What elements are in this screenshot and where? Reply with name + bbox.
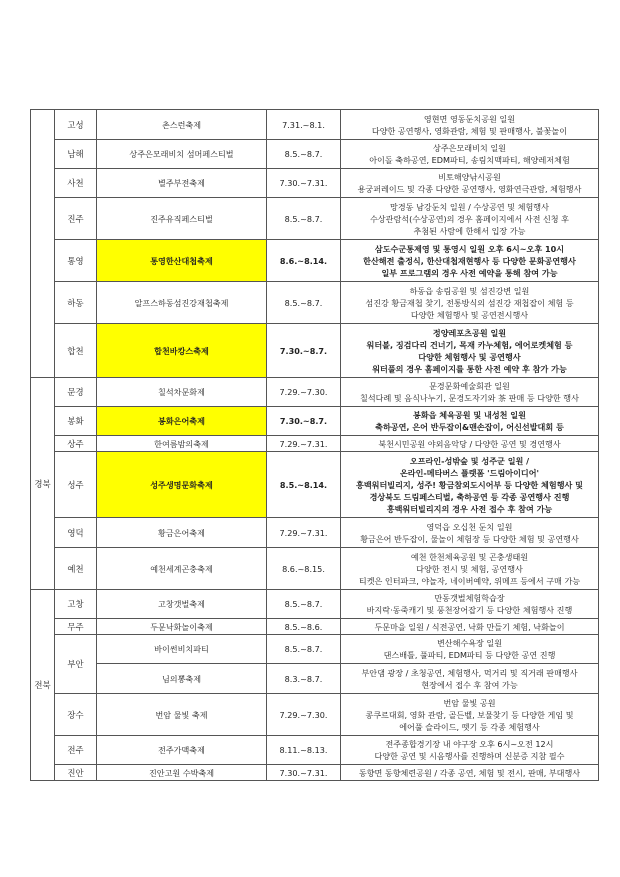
table-row <box>31 198 599 240</box>
desc-cell <box>341 590 599 619</box>
desc-line: 문경문화예술회관 일원 <box>429 381 510 391</box>
table-row <box>31 140 599 169</box>
desc-line: 만동갯벌체험학습장 <box>434 593 505 603</box>
date-cell: 8.5.~8.7. <box>267 282 341 324</box>
desc-cell <box>341 407 599 436</box>
table-row <box>31 548 599 590</box>
city-cell: 봉화 <box>55 407 97 436</box>
date-cell: 8.5.~8.6. <box>267 619 341 635</box>
desc-line: 용궁퍼레이드 및 각종 다양한 공연행사, 영화연극관람, 체험행사 <box>357 184 582 194</box>
festival-cell: 번암 물빛 축제 <box>97 694 267 736</box>
city-cell: 전주 <box>55 736 97 765</box>
desc-line: 에어풀 슬라이드, 뗏기 등 각종 체험행사 <box>399 721 540 732</box>
city-cell: 영덕 <box>55 518 97 548</box>
desc-line: 동향면 동향체련공원 / 각종 공연, 체험 및 전시, 판매, 부대행사 <box>358 767 581 778</box>
desc-cell <box>341 664 599 694</box>
desc-cell <box>341 436 599 452</box>
desc-line: 워터풀의 경우 홈페이지를 통한 사전 예약 후 참가 가능 <box>372 363 567 374</box>
desc-line: 한산해전 출정식, 한산대첩재현행사 등 다양한 문화공연행사 <box>363 255 576 266</box>
desc-cell <box>341 140 599 169</box>
festival-cell: 두문낙화놀이축제 <box>97 619 267 635</box>
desc-line: 오프라인-성밖숲 및 성주군 일원 / <box>409 455 530 466</box>
desc-line: 일부 프로그램의 경우 사전 예약을 통해 참여 가능 <box>381 267 558 278</box>
desc-cell <box>341 169 599 198</box>
festival-cell: 님의뽕축제 <box>97 664 267 694</box>
desc-line: 비토해양낚시공원 <box>438 172 501 182</box>
province-cell <box>31 110 55 378</box>
desc-line: 삼도수군통제영 및 통영시 일원 오후 6시~오후 10시 <box>374 243 565 254</box>
table-row <box>31 240 599 282</box>
table-row <box>31 324 599 378</box>
desc-cell <box>341 282 599 324</box>
desc-line: 아이돌 축하공연, EDM파티, 송림치맥파티, 해양레저체험 <box>369 155 570 165</box>
date-cell: 8.5.~8.7. <box>267 590 341 619</box>
festival-cell: 예천세계곤충축제 <box>97 548 267 590</box>
date-cell: 7.30.~8.7. <box>267 324 341 378</box>
date-cell: 7.30.~8.7. <box>267 407 341 436</box>
city-cell: 진안 <box>55 765 97 781</box>
desc-cell <box>341 736 599 765</box>
date-cell: 7.29.~7.31. <box>267 436 341 452</box>
festival-cell: 합천바캉스축제 <box>97 324 267 378</box>
festival-cell: 고창갯벌축제 <box>97 590 267 619</box>
festival-cell: 바이썬비치파티 <box>97 635 267 664</box>
province-cell: 전북 <box>31 590 55 781</box>
date-cell: 8.6.~8.14. <box>267 240 341 282</box>
city-cell: 진주 <box>55 198 97 240</box>
festival-cell: 황금은어축제 <box>97 518 267 548</box>
table-row <box>31 694 599 736</box>
date-cell: 7.29.~7.30. <box>267 378 341 407</box>
date-cell: 7.29.~7.30. <box>267 694 341 736</box>
desc-line: 다양한 공연행사, 영화관람, 체험 및 판매행사, 불꽃놀이 <box>371 125 568 136</box>
desc-cell <box>341 635 599 664</box>
desc-line: 경상북도 드림페스티벌, 축하공연 등 각종 공연행사 진행 <box>369 491 570 502</box>
festival-table <box>30 109 599 781</box>
festival-cell: 성주생명문화축제 <box>97 452 267 518</box>
date-cell: 8.3.~8.7. <box>267 664 341 694</box>
festival-cell: 한여름밤의축제 <box>97 436 267 452</box>
desc-line: 다양한 체험행사 및 공연전시행사 <box>410 309 529 320</box>
desc-cell <box>341 518 599 548</box>
table-row <box>31 378 599 407</box>
desc-line: 수상관람석(수상공연)의 경우 홈페이지에서 사전 신청 후 <box>369 213 569 224</box>
desc-line: 변산해수욕장 일원 <box>436 638 503 648</box>
desc-line: 번암 물빛 공원 <box>443 697 496 708</box>
date-cell: 8.11.~8.13. <box>267 736 341 765</box>
table-row <box>31 765 599 781</box>
desc-line: 상주은모래비치 일원 <box>433 143 506 153</box>
date-cell: 7.30.~7.31. <box>267 765 341 781</box>
desc-line: 바지락·동죽캐기 및 풍천장어잡기 등 다양한 체험행사 진행 <box>366 605 573 615</box>
desc-line: 다양한 전시 및 체험, 공연행사 <box>416 563 523 574</box>
date-cell: 7.29.~7.31. <box>267 518 341 548</box>
table-row <box>31 635 599 664</box>
table-row <box>31 282 599 324</box>
city-cell: 문경 <box>55 378 97 407</box>
desc-line: 봉화읍 체육공원 및 내성천 일원 <box>413 410 526 420</box>
desc-line: 부안댐 광장 / 초청공연, 체험행사, 먹거리 및 직거래 판매행사 <box>361 667 578 678</box>
festival-cell: 봉화은어축제 <box>97 407 267 436</box>
date-cell: 7.30.~7.31. <box>267 169 341 198</box>
table-row <box>31 407 599 436</box>
festival-cell: 진주유직페스티벌 <box>97 198 267 240</box>
table-row <box>31 169 599 198</box>
city-cell: 상주 <box>55 436 97 452</box>
desc-line: 티켓은 인터파크, 야놀자, 네이버예약, 위메프 등에서 구매 가능 <box>358 575 581 586</box>
city-cell: 남해 <box>55 140 97 169</box>
city-cell: 고창 <box>55 590 97 619</box>
table-row <box>31 110 599 140</box>
desc-line: 망경동 남강둔치 일원 / 수상공연 및 체험행사 <box>390 201 549 212</box>
desc-cell <box>341 198 599 240</box>
date-cell: 8.5.~8.7. <box>267 198 341 240</box>
desc-line: 다양한 공연 및 시음행사를 진행하며 신분증 지참 필수 <box>374 751 565 761</box>
festival-cell: 전주가맥축제 <box>97 736 267 765</box>
city-cell: 사천 <box>55 169 97 198</box>
desc-line: 온라인-메타버스 플랫폼 '드림아이디어' <box>399 467 540 478</box>
date-cell: 8.5.~8.7. <box>267 635 341 664</box>
desc-line: 축하공연, 은어 반두잡이&맨손잡이, 어신선발대회 등 <box>375 422 564 432</box>
table-row <box>31 664 599 694</box>
desc-line: 워터볼, 징검다리 건너기, 목재 카누체험, 에어로켓체험 등 <box>366 339 573 350</box>
city-cell: 하동 <box>55 282 97 324</box>
festival-cell: 칠석차문화제 <box>97 378 267 407</box>
desc-line: 댄스배틀, 풀파티, EDM파티 등 다양한 공연 진행 <box>383 650 556 660</box>
desc-line: 흥백워터빌리지, 성주! 황금참외도시어부 등 다양한 체험행사 및 <box>356 479 583 490</box>
desc-cell <box>341 694 599 736</box>
city-cell: 통영 <box>55 240 97 282</box>
desc-cell <box>341 619 599 635</box>
desc-cell <box>341 765 599 781</box>
city-cell: 합천 <box>55 324 97 378</box>
festival-cell: 촌스런축제 <box>97 110 267 140</box>
desc-cell <box>341 548 599 590</box>
date-cell: 7.31.~8.1. <box>267 110 341 140</box>
desc-line: 하동읍 송림공원 및 섬진강변 일원 <box>409 285 530 296</box>
desc-line: 영덕읍 오십천 둔치 일원 <box>426 521 513 532</box>
desc-line: 전주종합경기장 내 야구장 오후 6시~오전 12시 <box>385 739 554 749</box>
desc-line: 섬진강 황금재첩 찾기, 전통방식의 섬진강 재첩잡이 체험 등 <box>365 297 574 308</box>
city-cell: 성주 <box>55 452 97 518</box>
city-cell: 예천 <box>55 548 97 590</box>
desc-line: 추첨된 사람에 한해서 입장 가능 <box>413 225 526 236</box>
desc-line: 콩쿠르대회, 영화 관람, 골든벨, 보물찾기 등 다양한 게임 및 <box>365 709 574 720</box>
desc-line: 흥백워터빌리지의 경우 사전 접수 후 참여 가능 <box>386 503 553 514</box>
desc-cell <box>341 240 599 282</box>
city-cell: 무주 <box>55 619 97 635</box>
desc-cell <box>341 452 599 518</box>
desc-cell <box>341 378 599 407</box>
desc-line: 정양레포츠공원 일원 <box>432 327 507 338</box>
festival-cell: 별주부전축제 <box>97 169 267 198</box>
festival-cell: 알프스하동섬진강재첩축제 <box>97 282 267 324</box>
desc-line: 북천시민공원 야외음악당 / 다양한 공연 및 경연행사 <box>378 438 561 449</box>
desc-line: 칠석다례 및 음식나누기, 문경도자기와 茶 판매 등 다양한 행사 <box>360 393 579 403</box>
desc-line: 현장에서 접수 후 참여 가능 <box>421 679 518 690</box>
date-cell: 8.6.~8.15. <box>267 548 341 590</box>
desc-line: 두문마을 일원 / 식전공연, 낙화 만들기 체험, 낙화놀이 <box>374 621 565 632</box>
desc-cell <box>341 324 599 378</box>
table-row <box>31 436 599 452</box>
date-cell: 8.5.~8.7. <box>267 140 341 169</box>
desc-line: 영현면 영동둔치공원 일원 <box>423 113 516 124</box>
table-row <box>31 518 599 548</box>
table-row <box>31 619 599 635</box>
desc-cell <box>341 110 599 140</box>
desc-line: 다양한 체험행사 및 공연행사 <box>418 351 521 362</box>
festival-cell: 상주은모래비치 섬머페스티벌 <box>97 140 267 169</box>
city-cell: 장수 <box>55 694 97 736</box>
table-row <box>31 736 599 765</box>
city-cell: 고성 <box>55 110 97 140</box>
province-cell: 경북 <box>31 378 55 590</box>
festival-cell: 진안고원 수박축제 <box>97 765 267 781</box>
desc-line: 황금은어 반두잡이, 물놀이 체험장 등 다양한 체험 및 공연행사 <box>360 533 579 544</box>
date-cell: 8.5.~8.14. <box>267 452 341 518</box>
desc-line: 예천 한천체육공원 및 곤충생태원 <box>410 551 529 562</box>
city-cell: 부안 <box>55 635 97 694</box>
table-row <box>31 452 599 518</box>
table-row <box>31 590 599 619</box>
festival-cell: 통영한산대첩축제 <box>97 240 267 282</box>
